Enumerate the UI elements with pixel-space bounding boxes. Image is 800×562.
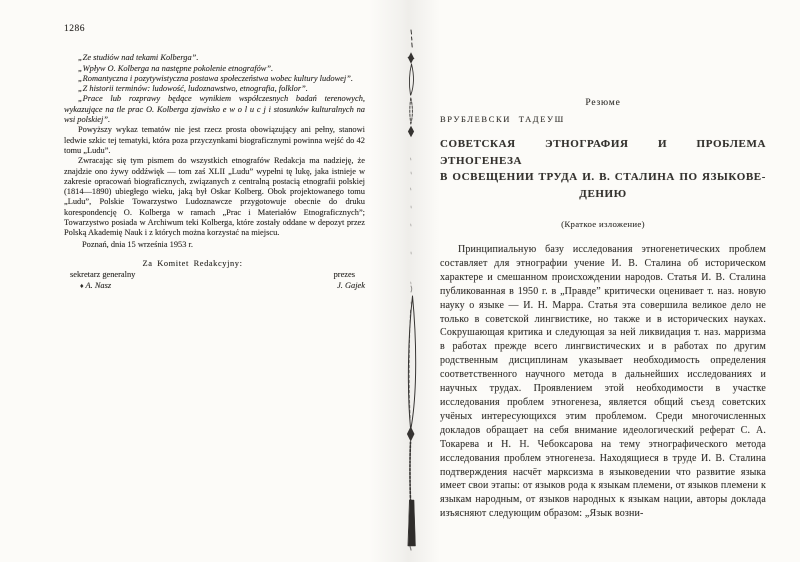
quote-item: „Prace lub rozprawy będące wynikiem współczesnych badań terenowych, wykazujące na tle prac O. Kolberga zjawisko e w o l u c j i stosunków kulturalnych na wsi polskiej”. [64, 94, 365, 125]
secretary-signature [70, 270, 135, 291]
paragraph: Powyższy wykaz tematów nie jest rzecz prosta obowiązujący ani pełny, stanowi ledwie szkic tej tematyki, która poza przyczynkami biograficznymi powinna wejść do 42 tomu „Ludu”. [64, 125, 365, 155]
quote-item: „Romantyczna i pozytywistyczna postawa społeczeństwa wobec kultury ludowej”. [78, 73, 353, 83]
quote-item: „Ze studiów nad tekami Kolberga”. [78, 53, 199, 63]
subtitle: (Краткое изложение) [561, 219, 645, 229]
committee-line: Za Komitet Redakcyjny: [142, 258, 243, 268]
president-role: prezes [333, 270, 355, 280]
dateline: Poznań, dnia 15 września 1953 r. [82, 239, 193, 249]
page-number: 1286 [64, 24, 85, 34]
title-line: В ОСВЕЩЕНИИ ТРУДА И. В. СТАЛИНА ПО ЯЗЫКОВЕ- [440, 171, 766, 183]
binding-ink-mark [392, 0, 432, 562]
resume-label: Резюме [585, 98, 621, 108]
title-line: СОВЕТСКАЯ ЭТНОГРАФИЯ И ПРОБЛЕМА ЭТНОГЕНЕЗА [440, 138, 766, 167]
secretary-name-text: A. Nasz [85, 280, 112, 290]
paragraph: Zwracając się tym pismem do wszystkich etnografów Redakcja ma nadzieję, że znajdzie ono żywy oddźwięk — tom zaś XLII „Ludu” wypełni tę lukę, jaka istnieje w zakresie opracowań biograficznych, związanych z centralną postacią etnografii polskiej (1814—1890) ubiegłego wieku, jaką był Oskar Kolberg. Obok projektowanego tomu „Ludu”, Polskie Towarzystwo Ludoznawcze przygotowuje obecnie do druku korespondencję O. Kolberga w ramach „Prac i Materiałów Etnograficznych”; Towarzystwo posiada w Archiwum teki Kolberga, które zostały oddane w depozyt przez Polską Akademię Nauk i z których można korzystać na miejscu. [64, 156, 365, 238]
ink-mark: ♦ [80, 281, 84, 290]
summary-body: Принципиальную базу исследования этногенетических проблем составляет для этнографии учение И. В. Сталина об историческом характере и смешанном происхождении народов. Статья И. В. Сталина публикованная в 1950 г. в „Правде” критически оценивает т. наз. новую науку о языке — И. Н. Марра. Статья эта совершила великое дело не только в советской лингвистике, но также и в исторических науках. Сокрушающая критика и следующая за ней ликвидация т. наз. марризма в работах прежде всего лингвистических и в работах по другим родственным дисциплинам указывает необходимость определения соответственного научного метода в дальнейших исследованиях и научных трудах. Проявлением этой необходимости в участке исследования проблем этногенеза, является общий съезд советских учёных интересующихся этим проблемом. Среди многочисленных докладов обращает на себя внимание идеологический реферат С. А. Токарева и Н. Н. Чебоксарова на тему этнографического метода исследования проблем этногенеза. Находящиеся в труде И. В. Сталина подтверждения насчёт марксизма в языковедении что развитие языка имеет свои этапы: от языков рода к языкам племени, от языков племени к языкам народным, от языков народных к языкам нации, авторы доклада изъясняют следующим образом: „Язык возни- [440, 244, 766, 520]
right-page [440, 98, 766, 521]
secretary-name [70, 281, 135, 291]
left-page [64, 24, 365, 291]
article-title [440, 136, 766, 202]
president-name: J. Gajek [337, 280, 365, 290]
quote-item: „Wpływ O. Kolberga na następne pokolenie etnografów”. [78, 63, 274, 73]
secretary-role: sekretarz generalny [70, 270, 136, 280]
title-line: ДЕНИЮ [579, 187, 627, 200]
signature-block [64, 270, 365, 291]
president-signature [334, 270, 365, 291]
author-name: ВРУБЛЕВСКИ ТАДЕУШ [440, 114, 565, 124]
quote-item: „Z historii terminów: ludowość, ludoznawstwo, etnografia, folklor”. [78, 84, 308, 94]
